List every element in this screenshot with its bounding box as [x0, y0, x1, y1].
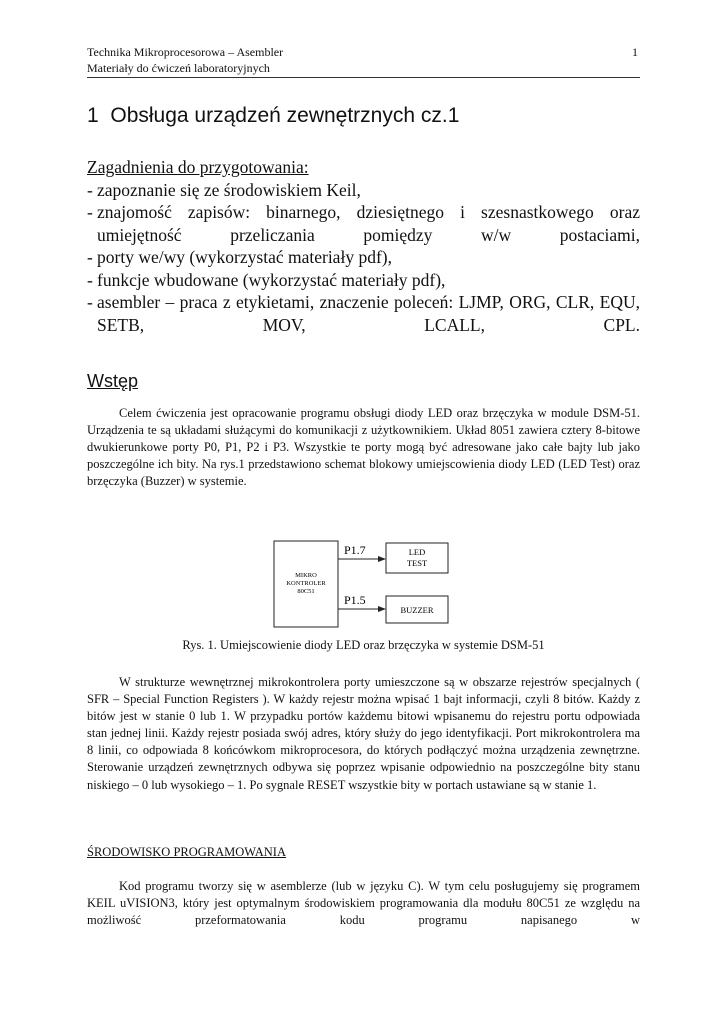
section-heading-environment: ŚRODOWISKO PROGRAMOWANIA — [87, 845, 286, 859]
header-divider — [87, 77, 640, 78]
list-item: - znajomość zapisów: binarnego, dziesiętnego i szesnastkowego oraz umiejętność przeliczania pomiędzy w/w postaciami, — [87, 202, 640, 245]
buzzer-arrowhead — [378, 606, 386, 612]
list-item: - asembler – praca z etykietami, znaczenie poleceń: LJMP, ORG, CLR, EQU, SETB, MOV, LCALL, CPL. — [87, 292, 640, 335]
ports-paragraph: W strukturze wewnętrznej mikrokontrolera porty umieszczone są w obszarze rejestrów specjalnych ( SFR – Special Function Registers ). W każdy rejestr można wpisać 1 bajt informacji, czyli 8 bitów. Każdy z bitów jest w stanie 0 lub 1. W przypadku portów każdemu bitowi wpisanemu do rejestru portu odpowiada stan jednej linii. Każdy rejestr posiada swój adres, który służy do jego identyfikacji. Port mikrokontrolera ma 8 linii, co odpowiada 8 końcówkom mikroprocesora, do których podłączyć można urządzenia zewnętrzne. Sterowanie urządzeń zewnętrznych odbywa się poprzez wpisanie odpowiednio na poszczególne bity stanu niskiego – 0 lub wysokiego – 1. Po sygnale RESET wszystkie bity w portach ustawiane są w stanie 1. — [87, 675, 640, 792]
list-item: - funkcje wbudowane (wykorzystać materiały pdf), — [87, 269, 446, 290]
mcu-label-line3: 80C51 — [297, 588, 315, 595]
block-diagram — [270, 535, 460, 630]
chapter-number: 1 — [87, 104, 99, 127]
chapter-title: Obsługa urządzeń zewnętrznych cz.1 — [110, 104, 460, 127]
preparation-section — [87, 156, 640, 336]
mcu-label-line2: KONTROLER — [286, 580, 326, 587]
mcu-label-line1: MIKRO — [295, 572, 317, 579]
list-item: - porty we/wy (wykorzystać materiały pdf), — [87, 247, 392, 267]
led-label-line2: TEST — [406, 558, 428, 568]
figure-caption: Rys. 1. Umiejscowienie diody LED oraz brzęczyka w systemie DSM-51 — [182, 638, 545, 652]
led-arrowhead — [378, 556, 386, 562]
intro-paragraph: Celem ćwiczenia jest opracowanie programu obsługi diody LED oraz brzęczyka w module DSM-51. Urządzenia te są układami służącymi do komunikacji z użytkownikiem. Układ 8051 zawiera cztery 8-bitowe dwukierunkowe porty P0, P1, P2 i P3. Wszystkie te porty mogą być adresowane jako całe bajty lub jako poszczególne ich bity. Na rys.1 przedstawiono schemat blokowy umiejscowienia diody LED (LED Test) oraz brzęczyka (Buzzer) w systemie. — [87, 406, 640, 489]
list-item: - zapoznanie się ze środowiskiem Keil, — [87, 179, 361, 200]
header-subtitle: Materiały do ćwiczeń laboratoryjnych — [87, 61, 270, 75]
environment-paragraph: Kod programu tworzy się w asemblerze (lub w języku C). W tym celu posługujemy się programem KEIL uVISION3, który jest optymalnym środowiskiem programowania dla modułu 80C51 ze względu na możliwość przeformatowania kodu programu napisanego w — [87, 879, 640, 928]
header-course: Technika Mikroprocesorowa – Asembler — [87, 45, 284, 59]
preparation-title: Zagadnienia do przygotowania: — [87, 157, 309, 177]
section-heading-intro: Wstęp — [87, 371, 139, 391]
pin-label-buzzer: P1.5 — [344, 593, 366, 607]
pin-label-led: P1.7 — [344, 543, 366, 557]
buzzer-label: BUZZER — [400, 605, 434, 615]
led-label-line1: LED — [408, 547, 426, 557]
chapter-heading — [87, 104, 459, 128]
page-number: 1 — [632, 45, 638, 59]
